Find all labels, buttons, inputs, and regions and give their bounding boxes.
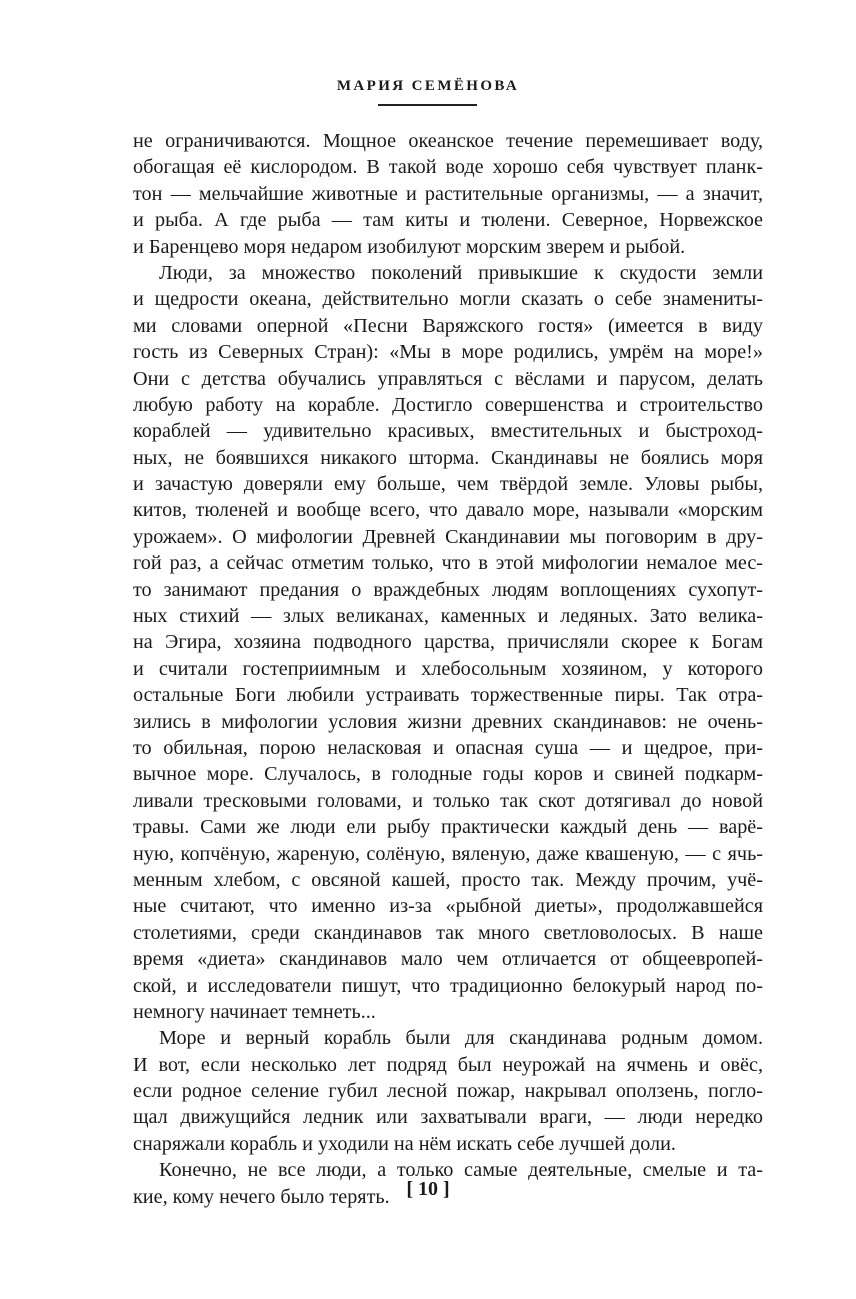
text-line: зились в мифологии условия жизни древних скандинавов: не очень- <box>133 710 763 733</box>
text-line: и Баренцево моря недаром изобилуют морским зверем и рыбой. <box>133 235 686 258</box>
text-line: снаряжали корабль и уходили на нём искать себе лучшей доли. <box>133 1132 676 1155</box>
text-line: ную, копчёную, жареную, солёную, вяленую, даже квашеную, — с ячь- <box>133 842 763 865</box>
text-line: если родное селение губил лесной пожар, накрывал оползень, погло- <box>133 1080 763 1103</box>
text-line: Люди, за множество поколений привыкшие к скудости земли <box>159 261 763 284</box>
text-line: вычное море. Случалось, в голодные годы коров и свиней подкарм- <box>133 763 763 786</box>
text-line: и зачастую доверяли ему больше, чем твёрдой земле. Уловы рыбы, <box>133 473 763 496</box>
text-line: травы. Сами же люди ели рыбу практически каждый день — варё- <box>133 816 763 839</box>
text-line: Конечно, не все люди, а только самые деятельные, смелые и та- <box>159 1159 763 1182</box>
text-line: немногу начинает темнеть... <box>133 1000 376 1023</box>
text-line: ской, и исследователи пишут, что традиционно белокурый народ по- <box>133 974 763 997</box>
paragraph <box>133 260 763 1025</box>
text-line: кораблей — удивительно красивых, вместительных и быстроход- <box>133 420 763 443</box>
text-line: китов, тюленей и вообще всего, что давало море, называли «морским <box>133 499 763 522</box>
text-line: менным хлебом, с овсяной кашей, просто так. Между прочим, учё- <box>133 868 763 891</box>
text-line: Море и верный корабль были для скандинава родным домом. <box>159 1027 763 1050</box>
text-line: щал движущийся ледник или захватывали враги, — люди нередко <box>133 1106 763 1129</box>
running-header <box>0 78 856 95</box>
text-line: ми словами оперной «Песни Варяжского гостя» (имеется в виду <box>133 314 763 337</box>
text-line: Они с детства обучались управляться с вёслами и парусом, делать <box>133 367 763 390</box>
paragraph <box>133 1025 763 1157</box>
text-line: и считали гостеприимным и хлебосольным хозяином, у которого <box>133 657 763 680</box>
paragraph <box>133 128 763 260</box>
text-line: гой раз, а сейчас отметим только, что в этой мифологии немалое мес- <box>133 552 763 575</box>
text-line: ных стихий — злых великанах, каменных и ледяных. Зато велика- <box>133 605 763 628</box>
page-body <box>133 128 763 1210</box>
text-line: ные считают, что именно из-за «рыбной диеты», продолжавшейся <box>133 895 763 918</box>
text-line: и щедрости океана, действительно могли сказать о себе знамениты- <box>133 288 763 311</box>
text-line: на Эгира, хозяина подводного царства, причисляли скорее к Богам <box>133 631 763 654</box>
text-line: остальные Боги любили устраивать торжественные пиры. Так отра- <box>133 684 763 707</box>
text-line: и рыба. А где рыба — там киты и тюлени. Северное, Норвежское <box>133 209 763 232</box>
text-line: обогащая её кислородом. В такой воде хорошо себя чувствует планк- <box>133 156 763 179</box>
text-line: не ограничиваются. Мощное океанское течение перемешивает воду, <box>133 130 763 152</box>
text-line: И вот, если несколько лет подряд был неурожай на ячмень и овёс, <box>133 1053 763 1076</box>
text-line: гость из Северных Стран): «Мы в море родились, умрём на море!» <box>133 341 763 364</box>
header-divider <box>378 104 477 106</box>
author-name: МАРИЯ СЕМЁНОВА <box>336 78 520 94</box>
text-line: любую работу на корабле. Достигло совершенства и строительство <box>133 393 763 416</box>
text-line: тон — мельчайшие животные и растительные организмы, — а значит, <box>133 182 763 205</box>
text-line: то занимают предания о враждебных людям воплощениях сухопут- <box>133 578 763 601</box>
text-line: столетиями, среди скандинавов так много светловолосых. В наше <box>133 921 763 944</box>
text-line: кие, кому нечего было терять. <box>133 1185 390 1208</box>
text-line: ливали тресковыми головами, и только так скот дотягивал до новой <box>133 789 763 812</box>
page-number: [ 10 ] <box>406 1178 450 1200</box>
text-line: то обильная, порою неласковая и опасная суша — и щедрое, при- <box>133 736 763 759</box>
text-line: время «диета» скандинавов мало чем отличается от общеевропей- <box>133 948 763 971</box>
text-line: урожаем». О мифологии Древней Скандинавии мы поговорим в дру- <box>133 525 763 548</box>
text-line: ных, не боявшихся никакого шторма. Скандинавы не боялись моря <box>133 446 763 469</box>
